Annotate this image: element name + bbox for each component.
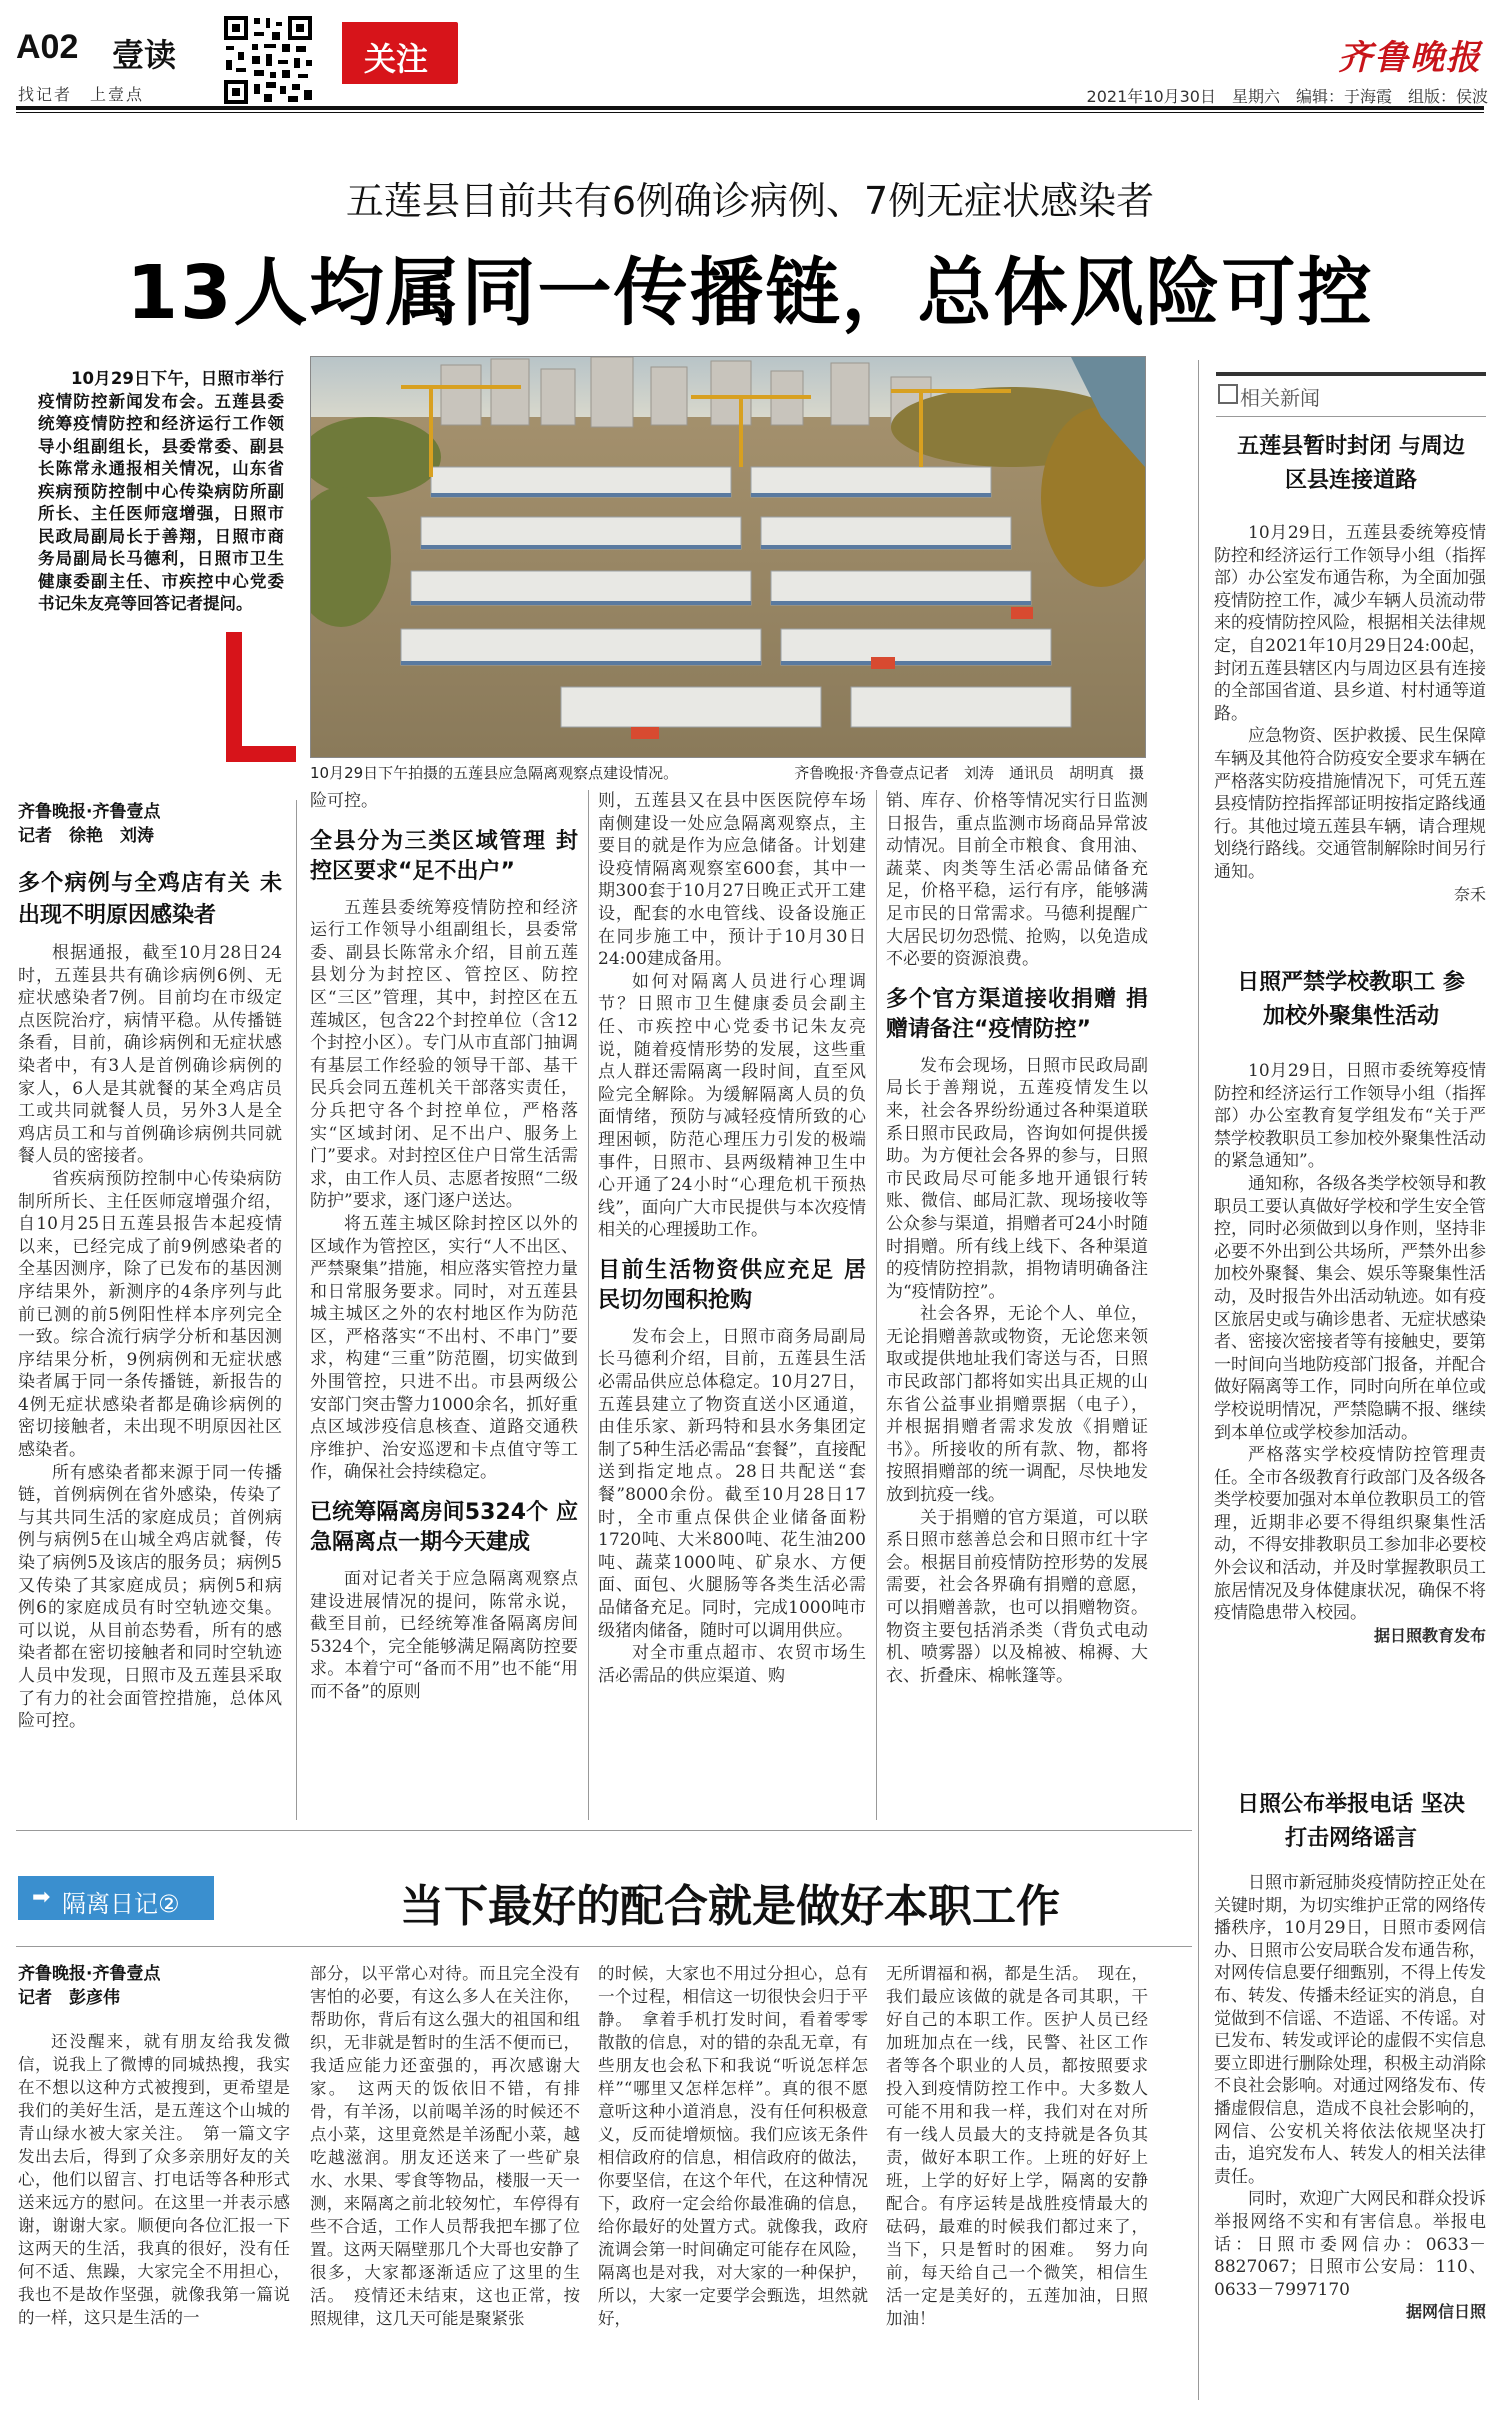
lead-intro-frame	[16, 356, 26, 656]
related-news-2-source: 据日照教育发布	[1373, 1625, 1486, 1645]
related-news-2-title	[1214, 966, 1488, 1034]
diary-col-4	[886, 1962, 1148, 2330]
diary-col-1-text: 还没醒来，就有朋友给我发微信，说我上了微博的同城热搜，我实在不想以这种方式被搜到，更希望是我们的美好生活，是五莲这个山城的青山绿水被大家关注。 第一篇文字发出去后，得到了众多亲朋好友的关心，他们以留言、打电话等各种形式送来远方的慰问。在这里一并表示感谢，谢谢大家。顺便向各位汇报一下这两天的生活，我真的很好，没有任何不适、焦躁，大家完全不用担心，我也不是故作坚强，就像我第一篇说的一样，这只是生活的一	[18, 2032, 290, 2327]
masthead-rule-thin	[16, 112, 1484, 113]
diary-byline-org: 齐鲁晚报·齐鲁壹点	[18, 1964, 161, 1984]
date-line: 2021年10月30日 星期六 编辑：于海霞 组版：侯波	[1086, 87, 1488, 106]
related-news-2-para-1: 10月29日，日照市委统筹疫情防控和经济运行工作领导小组（指挥部）办公室教育复学组发布“关于严禁学校教职员工参加校外聚集性活动的紧急通知”。	[1214, 1061, 1486, 1172]
related-news-header	[1216, 372, 1486, 417]
lead-intro	[38, 368, 284, 616]
col2-para-2: 将五莲主城区除封控区以外的区域作为管控区，实行“人不出区、严禁聚集”措施，相应落实管控力量和日常服务要求。同时，对五莲县城主城区之外的农村地区作为防范区，严格落实“不出村、不串门”要求，构建“三重”防范圈，切实做到外围管控，只进不出。市县两级公安部门突击警力1000余名，抓好重点区域涉疫信息核查、道路交通秩序维护、治安巡逻和卡点值守等工作，确保社会持续稳定。	[310, 1213, 578, 1483]
col-rule-3	[876, 790, 877, 1820]
diary-top-rule	[16, 1830, 1192, 1831]
related-news-3-title-text: 日照公布举报电话 坚决打击网络谣言	[1237, 1792, 1465, 1851]
related-news-label: 相关新闻	[1240, 386, 1320, 410]
masthead-slogan: 找记者 上壹点	[18, 85, 145, 104]
related-news-3-body	[1214, 1872, 1486, 2324]
diary-title: 当下最好的配合就是做好本职工作	[400, 1881, 1060, 1932]
qr-code-icon	[222, 14, 314, 106]
col-rule-sidebar	[1198, 360, 1199, 2400]
related-news-3-title	[1214, 1788, 1488, 1856]
col3-para-1: 则，五莲县又在县中医医院停车场南侧建设一处应急隔离观察点，主要目的就是作为应急储备。计划建设疫情隔离观察室600套，其中一期300套于10月27日晚正式开工建设，配套的水电管线、设备设施正在同步施工中，预计于10月30日24:00建成备用。	[598, 791, 866, 970]
col4-para-3: 社会各界，无论个人、单位，无论捐赠善款或物资，无论您来领取或提供地址我们寄送与否，日照市民政部门都将如实出具正规的山东省公益事业捐赠票据（电子），并根据捐赠者需求发放《捐赠证书》。所接收的所有款、物，都将按照捐赠部的统一调配，尽快地发放到抗疫一线。	[886, 1304, 1148, 1506]
diary-label: 隔离日记②	[62, 1890, 180, 1918]
related-news-1-body	[1214, 522, 1486, 906]
col3-para-2: 如何对隔离人员进行心理调节？日照市卫生健康委员会副主任、市疾控中心党委书记朱友亮说，随着疫情形势的发展，这些重点人群还需隔离一段时间，直至风险完全解除。为缓解隔离人员的负面情绪，预防与减轻疫情所致的心理困顿，防范心理压力引发的极端事件，日照市、县两级精神卫生中心开通了24小时“心理危机干预热线”，面向广大市民提供与本次疫情相关的心理援助工作。	[598, 971, 866, 1241]
col4-para-1: 销、库存、价格等情况实行日监测日报告，重点监测市场商品异常波动情况。目前全市粮食、食用油、蔬菜、肉类等生活必需品储备充足，价格平稳，运行有序，能够满足市民的日常需求。马德利提醒广大居民切勿恐慌、抢购，以免造成不必要的资源浪费。	[886, 791, 1148, 970]
construction-site-photo-icon	[311, 357, 1145, 757]
related-news-2-title-text: 日照严禁学校教职工 参加校外聚集性活动	[1237, 970, 1465, 1029]
col4-subhead: 多个官方渠道接收捐赠 捐赠请备注“疫情防控”	[886, 986, 1148, 1042]
related-news-icon	[1218, 384, 1238, 404]
col3-para-3: 发布会上，日照市商务局副局长马德利介绍，目前，五莲县生活必需品供应总体稳定。10月27日，五莲县建立了物资直送小区通道，由佳乐家、新玛特和县水务集团定制了5种生活必需品“套餐”，直接配送到指定地点。28日共配送“套餐”8000余份。截至10月28日17时，全市重点保供企业储备面粉1720吨、大米800吨、花生油200吨、蔬菜1000吨、矿泉水、方便面、面包、火腿肠等各类生活必需品储备充足。同时，完成1000吨市级猪肉储备，随时可以调用供应。	[598, 1326, 866, 1641]
section-name: 壹读	[112, 36, 177, 74]
diary-col-2-text: 部分，以平常心对待。而且完全没有害怕的必要，有这么多人在关注你，帮助你，背后有这么强大的祖国和组织，无非就是暂时的生活不便而已，我适应能力还蛮强的，再次感谢大家。 这两天的饭依旧不错，有排骨，有羊汤，以前喝羊汤的时候还不点小菜，这里竟然是羊汤配小菜，越吃越滋润。朋友还送来了一些矿泉水、水果、零食等物品，楼服一天一测，来隔离之前北较匆忙，车停得有些不合适，工作人员帮我把车挪了位置。这两天隔壁那几个大哥也安静了很多，大家都逐渐适应了这里的生活。 疫情还未结束，这也正常，按照规律，这几天可能是聚紧张	[310, 1964, 580, 2328]
related-news-2-para-2: 通知称，各级各类学校领导和教职员工要认真做好学校和学生安全管控，同时必须做到以身作则，坚持非必要不外出到公共场所，严禁外出参加校外聚餐、集会、娱乐等聚集性活动，及时报告外出活动轨迹。如有疫区旅居史或与确诊患者、无症状感染者、密接次密接者等有接触史，要第一时间向当地防疫部门报备，并配合做好隔离等工作，同时向所在单位或学校说明情况，严禁隐瞒不报、继续到本单位或学校参加活动。	[1214, 1173, 1486, 1443]
related-news-1-para-1: 10月29日，五莲县委统筹疫情防控和经济运行工作领导小组（指挥部）办公室发布通告称，为全面加强疫情防控工作，减少车辆人员流动带来的疫情防控风险，根据相关法律规定，自2021年10月29日24:00起，封闭五莲县辖区内与周边区县有连接的全部国省道、县乡道、村村通等道路。	[1214, 523, 1486, 724]
diary-title-rule	[16, 1946, 1192, 1947]
related-news-3-source: 据网信日照	[1405, 2302, 1486, 2322]
lead-para-3: 所有感染者都来源于同一传播链，首例病例在省外感染，传染了与其共同生活的家庭成员；首例病例与病例5在山城全鸡店就餐，传染了病例5及该店的服务员；病例5又传染了其家庭成员；病例5和病例6的家庭成员有时空轨迹交集。可以说，从目前态势看，所有的感染者都在密切接触者和同时空轨迹人员中发现，日照市及五莲县采取了有力的社会面管控措施，总体风险可控。	[18, 1462, 282, 1732]
related-news-1-para-2: 应急物资、医护救援、民生保障车辆及其他符合防疫安全要求车辆在严格落实防疫措施情况下，可凭五莲县疫情防控指挥部证明按指定路线通行。其他过境五莲县车辆，请合理规划绕行路线。交通管制解除时间另行通知。	[1214, 726, 1486, 882]
brand-logo: 齐鲁晚报	[1338, 38, 1482, 78]
col2-body	[310, 790, 578, 1704]
masthead-rule	[16, 106, 1484, 110]
photo-credit: 齐鲁晚报·齐鲁壹点记者 刘涛 通讯员 胡明真 摄	[794, 764, 1144, 782]
col2-para-1: 五莲县委统筹疫情防控和经济运行工作领导小组副组长，县委常委、副县长陈常永介绍，目前五莲县划分为封控区、管控区、防控区“三区”管理，其中，封控区在五莲城区，包含22个封控单位（含12个封控小区）。专门从市直部门抽调有基层工作经验的领导干部、基干民兵会同五莲机关干部落实责任，分兵把守各个封控单位，严格落实“区域封闭、足不出户、服务上门”要求。对封控区住户日常生活需求，由工作人员、志愿者按照“二级防护”要求，逐门逐户送达。	[310, 897, 578, 1212]
diary-col-3-text: 的时候，大家也不用过分担心，总有一个过程，相信这一切很快会归于平静。 拿着手机打发时间，看着零零散散的信息，对的错的杂乱无章，有些朋友也会私下和我说“听说怎样怎样”“哪里又怎样怎样”。真的很不愿意听这种小道消息，没有任何积极意义，反而徒增烦恼。我们应该无条件相信政府的信息，相信政府的做法，你要坚信，在这个年代，在这种情况下，政府一定会给你最准确的信息，给你最好的处置方式。就像我，政府流调会第一时间确定可能存在风险，隔离也是对我，对大家的一种保护，所以，大家一定要学会甄选，坦然就好，	[598, 1964, 868, 2328]
photo-caption: 10月29日下午拍摄的五莲县应急隔离观察点建设情况。	[310, 764, 679, 782]
col3-subhead: 目前生活物资供应充足 居民切勿囤积抢购	[598, 1257, 866, 1313]
section-tag-label: 关注	[364, 40, 429, 78]
col-rule-1	[296, 800, 297, 1820]
headline-kicker: 五莲县目前共有6例确诊病例、7例无症状感染者	[345, 179, 1155, 223]
qr-code[interactable]	[222, 14, 314, 106]
page-number: A02	[16, 28, 79, 66]
lead-byline-names: 记者 徐艳 刘涛	[18, 826, 154, 846]
lead-column-body	[18, 868, 282, 1733]
col2-subhead-1: 全县分为三类区域管理 封控区要求“足不出户”	[310, 828, 578, 884]
related-news-2-body	[1214, 1060, 1486, 1647]
red-corner-mark	[196, 632, 296, 762]
red-corner-mark-icon	[196, 632, 296, 762]
lead-para-1: 根据通报，截至10月28日24时，五莲县共有确诊病例6例、无症状感染者7例。目前均在市级定点医院治疗，病情平稳。从传播链条看，目前，确诊病例和无症状感染者中，有3人是首例确诊病例的家人，6人是其就餐的某全鸡店员工或共同就餐人员，另外3人是全鸡店员工和与首例确诊病例共同就餐人员的密接者。	[18, 943, 282, 1167]
diary-col-1	[18, 2030, 290, 2329]
related-news-1-title-text: 五莲县暂时封闭 与周边区县连接道路	[1237, 434, 1465, 493]
diary-arrow-icon: ➡	[32, 1885, 51, 1910]
col4-para-4: 关于捐赠的官方渠道，可以联系日照市慈善总会和日照市红十字会。根据目前疫情防控形势的发展需要，社会各界确有捐赠的意愿，可以捐赠善款，也可以捐赠物资。物资主要包括消杀类（背负式电动机、喷雾器）以及棉被、棉褥、大衣、折叠床、棉帐篷等。	[886, 1507, 1148, 1686]
col3-para-4: 对全市重点超市、农贸市场生活必需品的供应渠道、购	[598, 1643, 866, 1686]
diary-col-2	[310, 1962, 580, 2330]
news-photo[interactable]	[310, 356, 1146, 758]
col4-body	[886, 790, 1148, 1687]
col4-para-2: 发布会现场，日照市民政局副局长于善翔说，五莲疫情发生以来，社会各界纷纷通过各种渠道联系日照市民政局，咨询如何提供援助。为方便社会各界的参与，日照市民政局尽可能多地开通银行转账、微信、邮局汇款、现场接收等公众参与渠道，捐赠者可24小时随时捐赠。所有线上线下、各种渠道的疫情防控捐款，捐物请明确备注为“疫情防控”。	[886, 1055, 1148, 1302]
headline-main: 13人均属同一传播链，总体风险可控	[126, 250, 1374, 336]
lead-para-2: 省疾病预防控制中心传染病防制所所长、主任医师寇增强介绍，自10月25日五莲县报告本起疫情以来，已经完成了前9例感染者的全基因测序，除了已发布的基因测序结果外，新测序的4条序列与此前已测的前5例阳性样本序列完全一致。综合流行病学分析和基因测序结果分析，9例病例和无症状感染者属于同一条传播链，新报告的4例无症状感染者都是确诊病例的密切接触者，未出现不明原因社区感染者。	[18, 1168, 282, 1461]
related-news-1-source: 奈禾	[1453, 884, 1486, 904]
diary-col-3	[598, 1962, 868, 2330]
related-news-2-para-3: 严格落实学校疫情防控管理责任。全市各级教育行政部门及各级各类学校要加强对本单位教职员工的管理，近期非必要不得组织聚集性活动，不得安排教职员工参加非必要校外会议和活动，并及时掌握教职员工旅居情况及身体健康状况，确保不将疫情隐患带入校园。	[1214, 1445, 1486, 1624]
col2-lead-fragment: 险可控。	[310, 791, 378, 811]
col3-body	[598, 790, 866, 1687]
col-rule-2	[588, 790, 589, 1820]
related-news-3-para-1: 日照市新冠肺炎疫情防控正处在关键时期，为切实维护正常的网络传播秩序，10月29日，日照市委网信办、日照市公安局联合发布通告称，对网传信息要仔细甄别，不得上传发布、转发、传播未经证实的消息，自觉做到不信谣、不造谣、不传谣。对已发布、转发或评论的虚假不实信息要立即进行删除处理，积极主动消除不良社会影响。对通过网络发布、传播虚假信息，造成不良社会影响的，网信、公安机关将依法依规坚决打击，追究发布人、转发人的相关法律责任。	[1214, 1873, 1486, 2187]
diary-col-4-text: 无所谓福和祸，都是生活。 现在，我们最应该做的就是各司其职，干好自己的本职工作。医护人员已经加班加点在一线，民警、社区工作者等各个职业的人员，都按照要求投入到疫情防控工作中。大多数人可能不用和我一样，我们对在对所有一线人员最大的支持就是各负其责，做好本职工作。上班的好好上班，上学的好好上学，隔离的安静配合。有序运转是战胜疫情最大的砝码，最难的时候我们都过来了，当下，只是暂时的困难。 努力向前，每天给自己一个微笑，相信生活一定是美好的，五莲加油，日照加油！	[886, 1964, 1148, 2328]
lead-subhead: 多个病例与全鸡店有关 未出现不明原因感染者	[18, 871, 282, 928]
related-news-3-para-2: 同时，欢迎广大网民和群众投诉举报网络不实和有害信息。举报电话：日照市委网信办：0633－8827067；日照市公安局：110、0633－7997170	[1214, 2189, 1486, 2300]
diary-label-box	[18, 1876, 214, 1920]
related-news-1-title	[1214, 430, 1488, 498]
diary-byline-names: 记者 彭彦伟	[18, 1988, 120, 2008]
col2-subhead-2: 已统筹隔离房间5324个 应急隔离点一期今天建成	[310, 1500, 578, 1556]
lead-byline-org: 齐鲁晚报·齐鲁壹点	[18, 802, 161, 822]
section-tag	[334, 22, 458, 84]
lead-intro-text: 10月29日下午，日照市举行疫情防控新闻发布会。五莲县委统筹疫情防控和经济运行工作领导小组副组长，县委常委、副县长陈常永通报相关情况，山东省疾病预防控制中心传染病防所副所长、主任医师寇增强，日照市民政局副局长于善翔，日照市商务局副局长马德利，日照市卫生健康委副主任、市疾控中心党委书记朱友亮等回答记者提问。	[38, 369, 284, 613]
col2-para-3: 面对记者关于应急隔离观察点建设进展情况的提问，陈常永说，截至目前，已经统筹准备隔离房间5324个，完全能够满足隔离防控要求。本着宁可“备而不用”也不能“用而不备”的原则	[310, 1569, 578, 1702]
